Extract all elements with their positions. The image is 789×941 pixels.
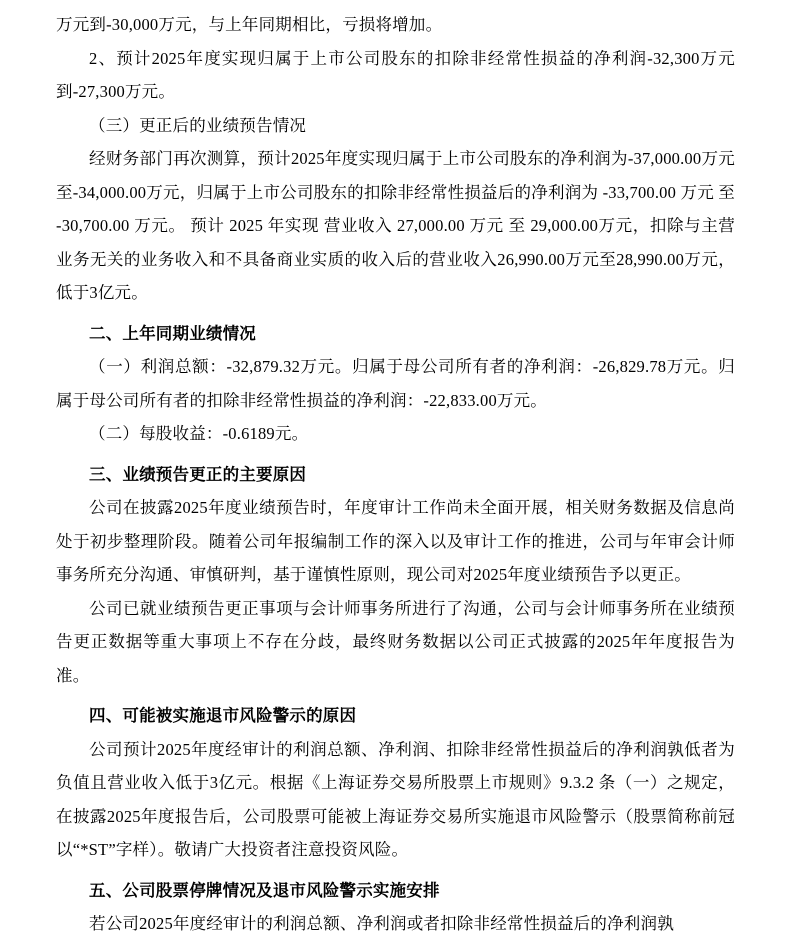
spacer — [56, 692, 735, 699]
paragraph-prior-profit-total: （一）利润总额：-32,879.32万元。归属于母公司所有者的净利润：-26,829.78万元。归属于母公司所有者的扣除非经常性损益的净利润：-22,833.00万元。 — [56, 357, 735, 410]
paragraph-continuation: 万元到-30,000万元，与上年同期相比，亏损将增加。 — [56, 15, 443, 34]
spacer — [56, 451, 735, 458]
paragraph-suspension-detail: 若公司2025年度经审计的利润总额、净利润或者扣除非经常性损益后的净利润孰 — [89, 914, 674, 933]
spacer — [56, 867, 735, 874]
paragraph-auditor-communication: 公司已就业绩预告更正事项与会计师事务所进行了沟通，公司与会计师事务所在业绩预告更正数据等重大事项上不存在分歧，最终财务数据以公司正式披露的2025年年度报告为准。 — [56, 598, 735, 685]
heading-suspension-arrangement: 五、公司股票停牌情况及退市风险警示实施安排 — [89, 880, 440, 900]
paragraph-delisting-risk-detail: 公司预计2025年度经审计的利润总额、净利润、扣除非经常性损益后的净利润孰低者为负值且营业收入低于3亿元。根据《上海证券交易所股票上市规则》9.3.2 条（一）之规定，在披露2025年度报告后，公司股票可能被上海证券交易所实施退市风险警示（股票简称前冠以“*ST”字样）。敬请广大投资者注意投资风险。 — [56, 739, 735, 859]
paragraph-correction-reason-detail: 公司在披露2025年度业绩预告时，年度审计工作尚未全面开展，相关财务数据及信息尚处于初步整理阶段。随着公司年报编制工作的深入以及审计工作的推进，公司与年审会计师事务所充分沟通、审慎研判，基于谨慎性原则，现公司对2025年度业绩预告予以更正。 — [56, 498, 735, 584]
paragraph-forecast-item-2: 2、预计2025年度实现归属于上市公司股东的扣除非经常性损益的净利润-32,300万元到-27,300万元。 — [56, 48, 735, 101]
paragraph-prior-eps: （二）每股收益：-0.6189元。 — [89, 424, 309, 443]
paragraph-section-three-label: （三）更正后的业绩预告情况 — [89, 115, 307, 135]
heading-delisting-risk-reason: 四、可能被实施退市风险警示的原因 — [89, 706, 357, 725]
heading-prior-year-performance: 二、上年同期业绩情况 — [89, 323, 256, 343]
heading-correction-reasons: 三、业绩预告更正的主要原因 — [89, 464, 307, 484]
paragraph-revised-forecast: 经财务部门再次测算，预计2025年度实现归属于上市公司股东的净利润为-37,000.00万元至-34,000.00万元，归属于上市公司股东的扣除非经常性损益后的净利润为 -33,700.00 万元 至 -30,700.00 万元。 预计 2025 年实现 营业收入 27,000.00 万元 至 29,000.00万元，扣除与主营业务无关的业务收入和不具备商业实质的收入后的营业收入26,990.00万元至28,990.00万元，低于3亿元。 — [56, 149, 735, 302]
spacer — [56, 310, 735, 317]
